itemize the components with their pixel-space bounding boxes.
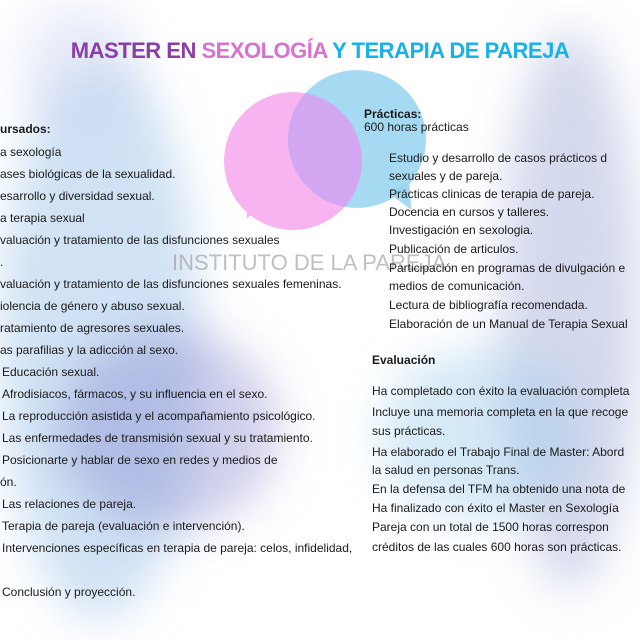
list-item: Lectura de bibliografía recomendada. [389,298,588,312]
list-item: Elaboración de un Manual de Terapia Sexual [389,317,628,331]
list-item: Las relaciones de pareja. [2,497,137,511]
list-item: a sexología [0,145,62,159]
title-part-sexologia: SEXOLOGÍA [201,38,327,63]
list-item: La reproducción asistida y el acompañamiento psicológico. [2,409,316,423]
list-item: a terapia sexual [0,211,85,225]
evaluacion-heading: Evaluación [372,353,436,367]
list-item: iolencia de género y abuso sexual. [0,299,185,313]
list-item: Intervenciones específicas en terapia de pareja: celos, infidelidad, [2,541,353,555]
evaluacion-line: Ha completado con éxito la evaluación completa [372,384,630,398]
list-item: valuación y tratamiento de las disfunciones sexuales femeninas. [0,277,342,291]
evaluacion-line: sus prácticas. [372,424,446,438]
list-item: Las enfermedades de transmisión sexual y su tratamiento. [2,431,313,445]
cursados-heading: ursados: [0,122,51,136]
list-item: Posicionarte y hablar de sexo en redes y medios de [2,453,278,467]
title-part-terapia: Y TERAPIA DE PAREJA [332,38,570,63]
watermark: INSTITUTO DE LA PAREJA [172,250,447,275]
list-item: as parafilias y la adicción al sexo. [0,343,179,357]
watercolor-background [20,0,140,140]
list-item: Afrodisiacos, fármacos, y su influencia en el sexo. [2,387,268,401]
list-item: ratamiento de agresores sexuales. [0,321,185,335]
title-part-master: MASTER EN [70,38,196,63]
list-item: sexuales y de pareja. [389,169,503,183]
page-title [0,38,640,64]
list-item: ón. [0,475,17,489]
list-item: Prácticas clinicas de terapia de pareja. [389,187,595,201]
list-item: valuación y tratamiento de las disfunciones sexuales [0,233,280,247]
list-item: Participación en programas de divulgación e [389,261,626,275]
evaluacion-line: créditos de las cuales 600 horas son prácticas. [372,540,622,554]
list-item: ases biológicas de la sexualidad. [0,167,176,181]
list-item: Conclusión y proyección. [2,585,136,599]
evaluacion-line: Pareja con un total de 1500 horas correspon [372,520,609,534]
evaluacion-line: Ha finalizado con éxito el Master en Sexología [372,501,619,515]
list-item: Terapia de pareja (evaluación e intervención). [2,519,245,533]
practicas-heading: Prácticas: [364,107,422,121]
evaluacion-line: Incluye una memoria completa en la que recoge [372,405,629,419]
list-item: esarrollo y diversidad sexual. [0,189,155,203]
list-item: Publicación de articulos. [389,242,519,256]
evaluacion-line: la salud en personas Trans. [372,463,520,477]
practicas-hours: 600 horas prácticas [364,120,469,134]
list-item: . [0,255,4,269]
list-item: Estudio y desarrollo de casos prácticos d [389,151,608,165]
list-item: Investigación en sexologia. [389,223,534,237]
evaluacion-line: En la defensa del TFM ha obtenido una nota de [372,482,626,496]
evaluacion-line: Ha elaborado el Trabajo Final de Master: Abord [372,445,625,459]
list-item: Educación sexual. [2,365,100,379]
list-item: medios de comunicación. [389,279,525,293]
list-item: Docencia en cursos y talleres. [389,205,550,219]
